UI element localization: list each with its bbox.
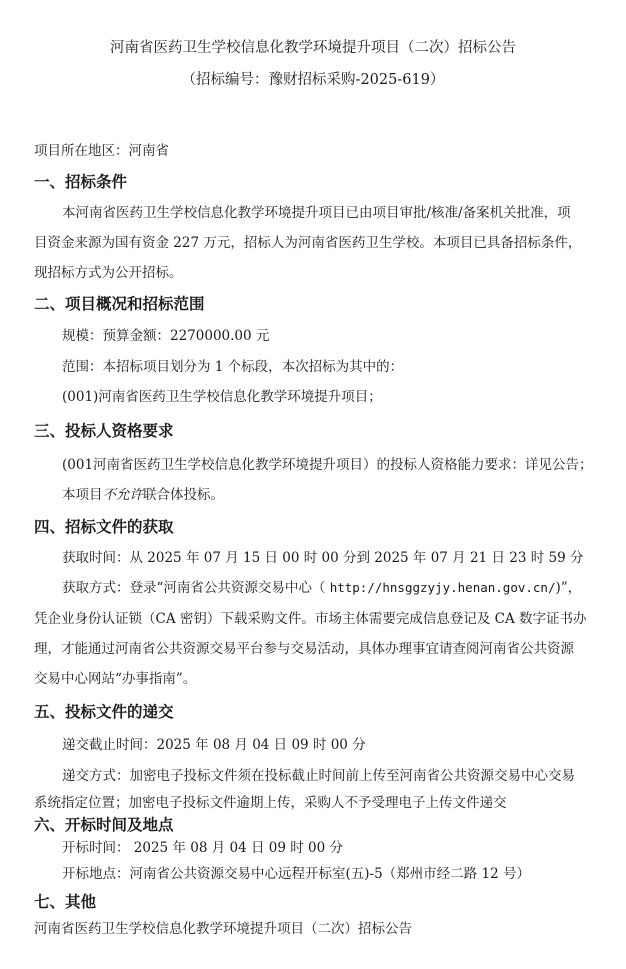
trading-center-link[interactable]: http://hnsggzyjy.henan.gov.cn/	[329, 580, 556, 595]
joint-emphasis: 不允许	[102, 487, 143, 503]
opening-place: 开标地点：河南省公共资源交易中心远程开标室(五)-5（郑州市经二路 12 号）	[62, 866, 530, 882]
submission-method-line-2: 系统指定位置；加密电子投标文件逾期上传，采购人不予受理电子上传文件递交	[34, 795, 507, 811]
budget-scale: 规模：预算金额：2270000.00 元	[62, 328, 270, 344]
lot-001: (001)河南省医药卫生学校信息化教学环境提升项目；	[62, 389, 382, 405]
section-2-heading: 二、项目概况和招标范围	[34, 295, 205, 313]
section-1-line-1: 本河南省医药卫生学校信息化教学环境提升项目已由项目审批/核准/备案机关批准，项	[62, 205, 571, 221]
section-6-heading: 六、开标时间及地点	[34, 816, 174, 834]
section-7-heading: 七、其他	[34, 893, 97, 911]
tender-number: （招标编号：豫财招标采购-2025-619）	[181, 72, 445, 88]
obtain-method-pre: 获取方式：登录“河南省公共资源交易中心（	[62, 580, 330, 596]
joint-pre: 本项目	[62, 487, 103, 503]
section-1-line-2: 目资金来源为国有资金 227 万元，招标人为河南省医药卫生学校。本项目已具备招标条件，	[34, 235, 582, 251]
opening-time: 开标时间： 2025 年 08 月 04 日 09 时 00 分	[62, 840, 343, 856]
obtain-method-post: )”，	[555, 580, 582, 596]
section-1-heading: 一、招标条件	[34, 173, 128, 191]
submission-method-line-1: 递交方式：加密电子投标文件须在投标截止时间前上传至河南省公共资源交易中心交易	[62, 768, 575, 784]
obtain-method	[62, 578, 581, 598]
project-region: 项目所在地区：河南省	[34, 143, 169, 159]
section-4-line-3: 理，才能通过河南省公共资源交易平台参与交易活动，具体办理事宜请查阅河南省公共资源	[34, 641, 574, 657]
obtain-time: 获取时间：从 2025 年 07 月 15 日 00 时 00 分到 2025 年 07 月 21 日 23 时 59 分	[62, 550, 584, 566]
other-text: 河南省医药卫生学校信息化教学环境提升项目（二次）招标公告	[34, 921, 412, 937]
bidder-requirements: (001河南省医药卫生学校信息化教学环境提升项目）的投标人资格能力要求：详见公告；	[62, 457, 593, 473]
section-4-heading: 四、招标文件的获取	[34, 518, 174, 536]
joint-venture-note	[62, 485, 224, 505]
section-4-line-2: 凭企业身份认证锁（CA 密钥）下载采购文件。市场主体需要完成信息登记及 CA 数字证书办	[34, 611, 587, 627]
section-5-heading: 五、投标文件的递交	[34, 703, 174, 721]
section-4-line-4: 交易中心网站“办事指南”。	[34, 671, 197, 687]
document-title: 河南省医药卫生学校信息化教学环境提升项目（二次）招标公告	[110, 40, 516, 56]
section-3-heading: 三、投标人资格要求	[34, 422, 174, 440]
bid-scope: 范围：本招标项目划分为 1 个标段，本次招标为其中的：	[62, 359, 404, 375]
section-1-line-3: 现招标方式为公开招标。	[34, 265, 183, 281]
submission-deadline: 递交截止时间：2025 年 08 月 04 日 09 时 00 分	[62, 737, 366, 753]
joint-post: 联合体投标。	[143, 487, 224, 503]
